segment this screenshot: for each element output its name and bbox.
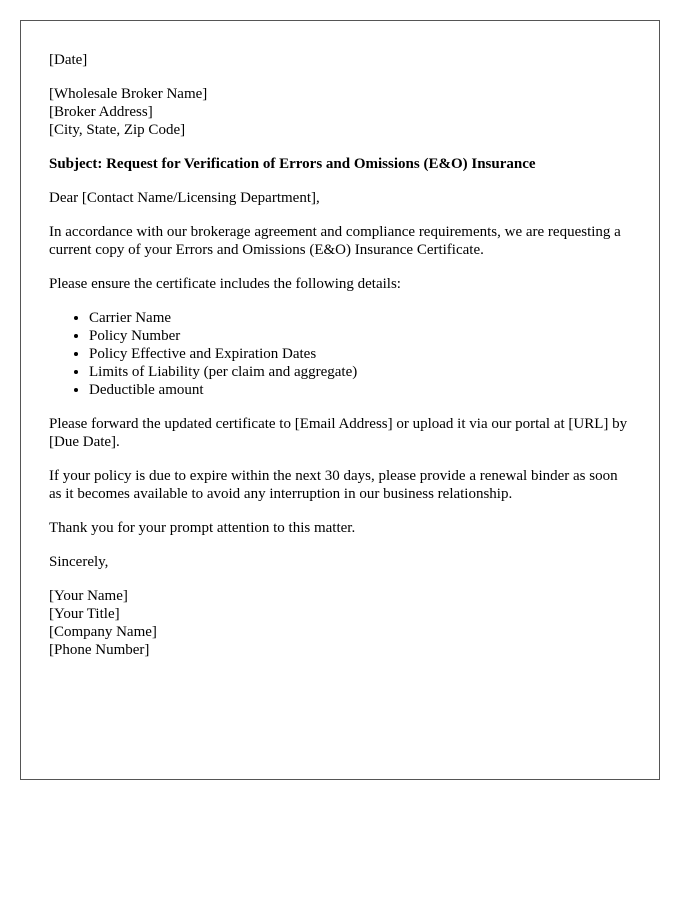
details-list: [49, 309, 631, 399]
signature-name: [Your Name]: [49, 588, 128, 604]
letter-closing: Sincerely,: [49, 554, 109, 570]
signature-block: [49, 587, 631, 659]
letter-subject: Subject: Request for Verification of Errors and Omissions (E&O) Insurance: [49, 156, 536, 172]
paragraph-details-intro: Please ensure the certificate includes the following details:: [49, 276, 401, 292]
letter-document: [20, 20, 660, 780]
recipient-city-state-zip: [City, State, Zip Code]: [49, 122, 186, 138]
paragraph-intro: In accordance with our brokerage agreement and compliance requirements, we are requesting a current copy of your Errors and Omissions (E&O) Insurance Certificate.: [49, 224, 621, 258]
list-item: • Deductible amount: [89, 381, 631, 399]
list-item: • Policy Effective and Expiration Dates: [89, 345, 631, 363]
paragraph-renewal: If your policy is due to expire within the next 30 days, please provide a renewal binder as soon as it becomes available to avoid any interruption in our business relationship.: [49, 468, 618, 502]
list-item: • Policy Number: [89, 327, 631, 345]
letter-salutation: Dear [Contact Name/Licensing Department],: [49, 190, 320, 206]
signature-title: [Your Title]: [49, 606, 120, 622]
recipient-name: [Wholesale Broker Name]: [49, 86, 208, 102]
letter-date-block: [49, 51, 631, 69]
recipient-address: [Broker Address]: [49, 104, 153, 120]
list-item: • Limits of Liability (per claim and aggregate): [89, 363, 631, 381]
signature-company: [Company Name]: [49, 624, 157, 640]
letter-date: [Date]: [49, 52, 88, 68]
list-item: • Carrier Name: [89, 309, 631, 327]
recipient-address-block: [49, 85, 631, 139]
paragraph-thanks: Thank you for your prompt attention to this matter.: [49, 520, 356, 536]
signature-phone: [Phone Number]: [49, 642, 150, 658]
paragraph-forward: Please forward the updated certificate to [Email Address] or upload it via our portal at [URL] by [Due Date].: [49, 416, 628, 450]
